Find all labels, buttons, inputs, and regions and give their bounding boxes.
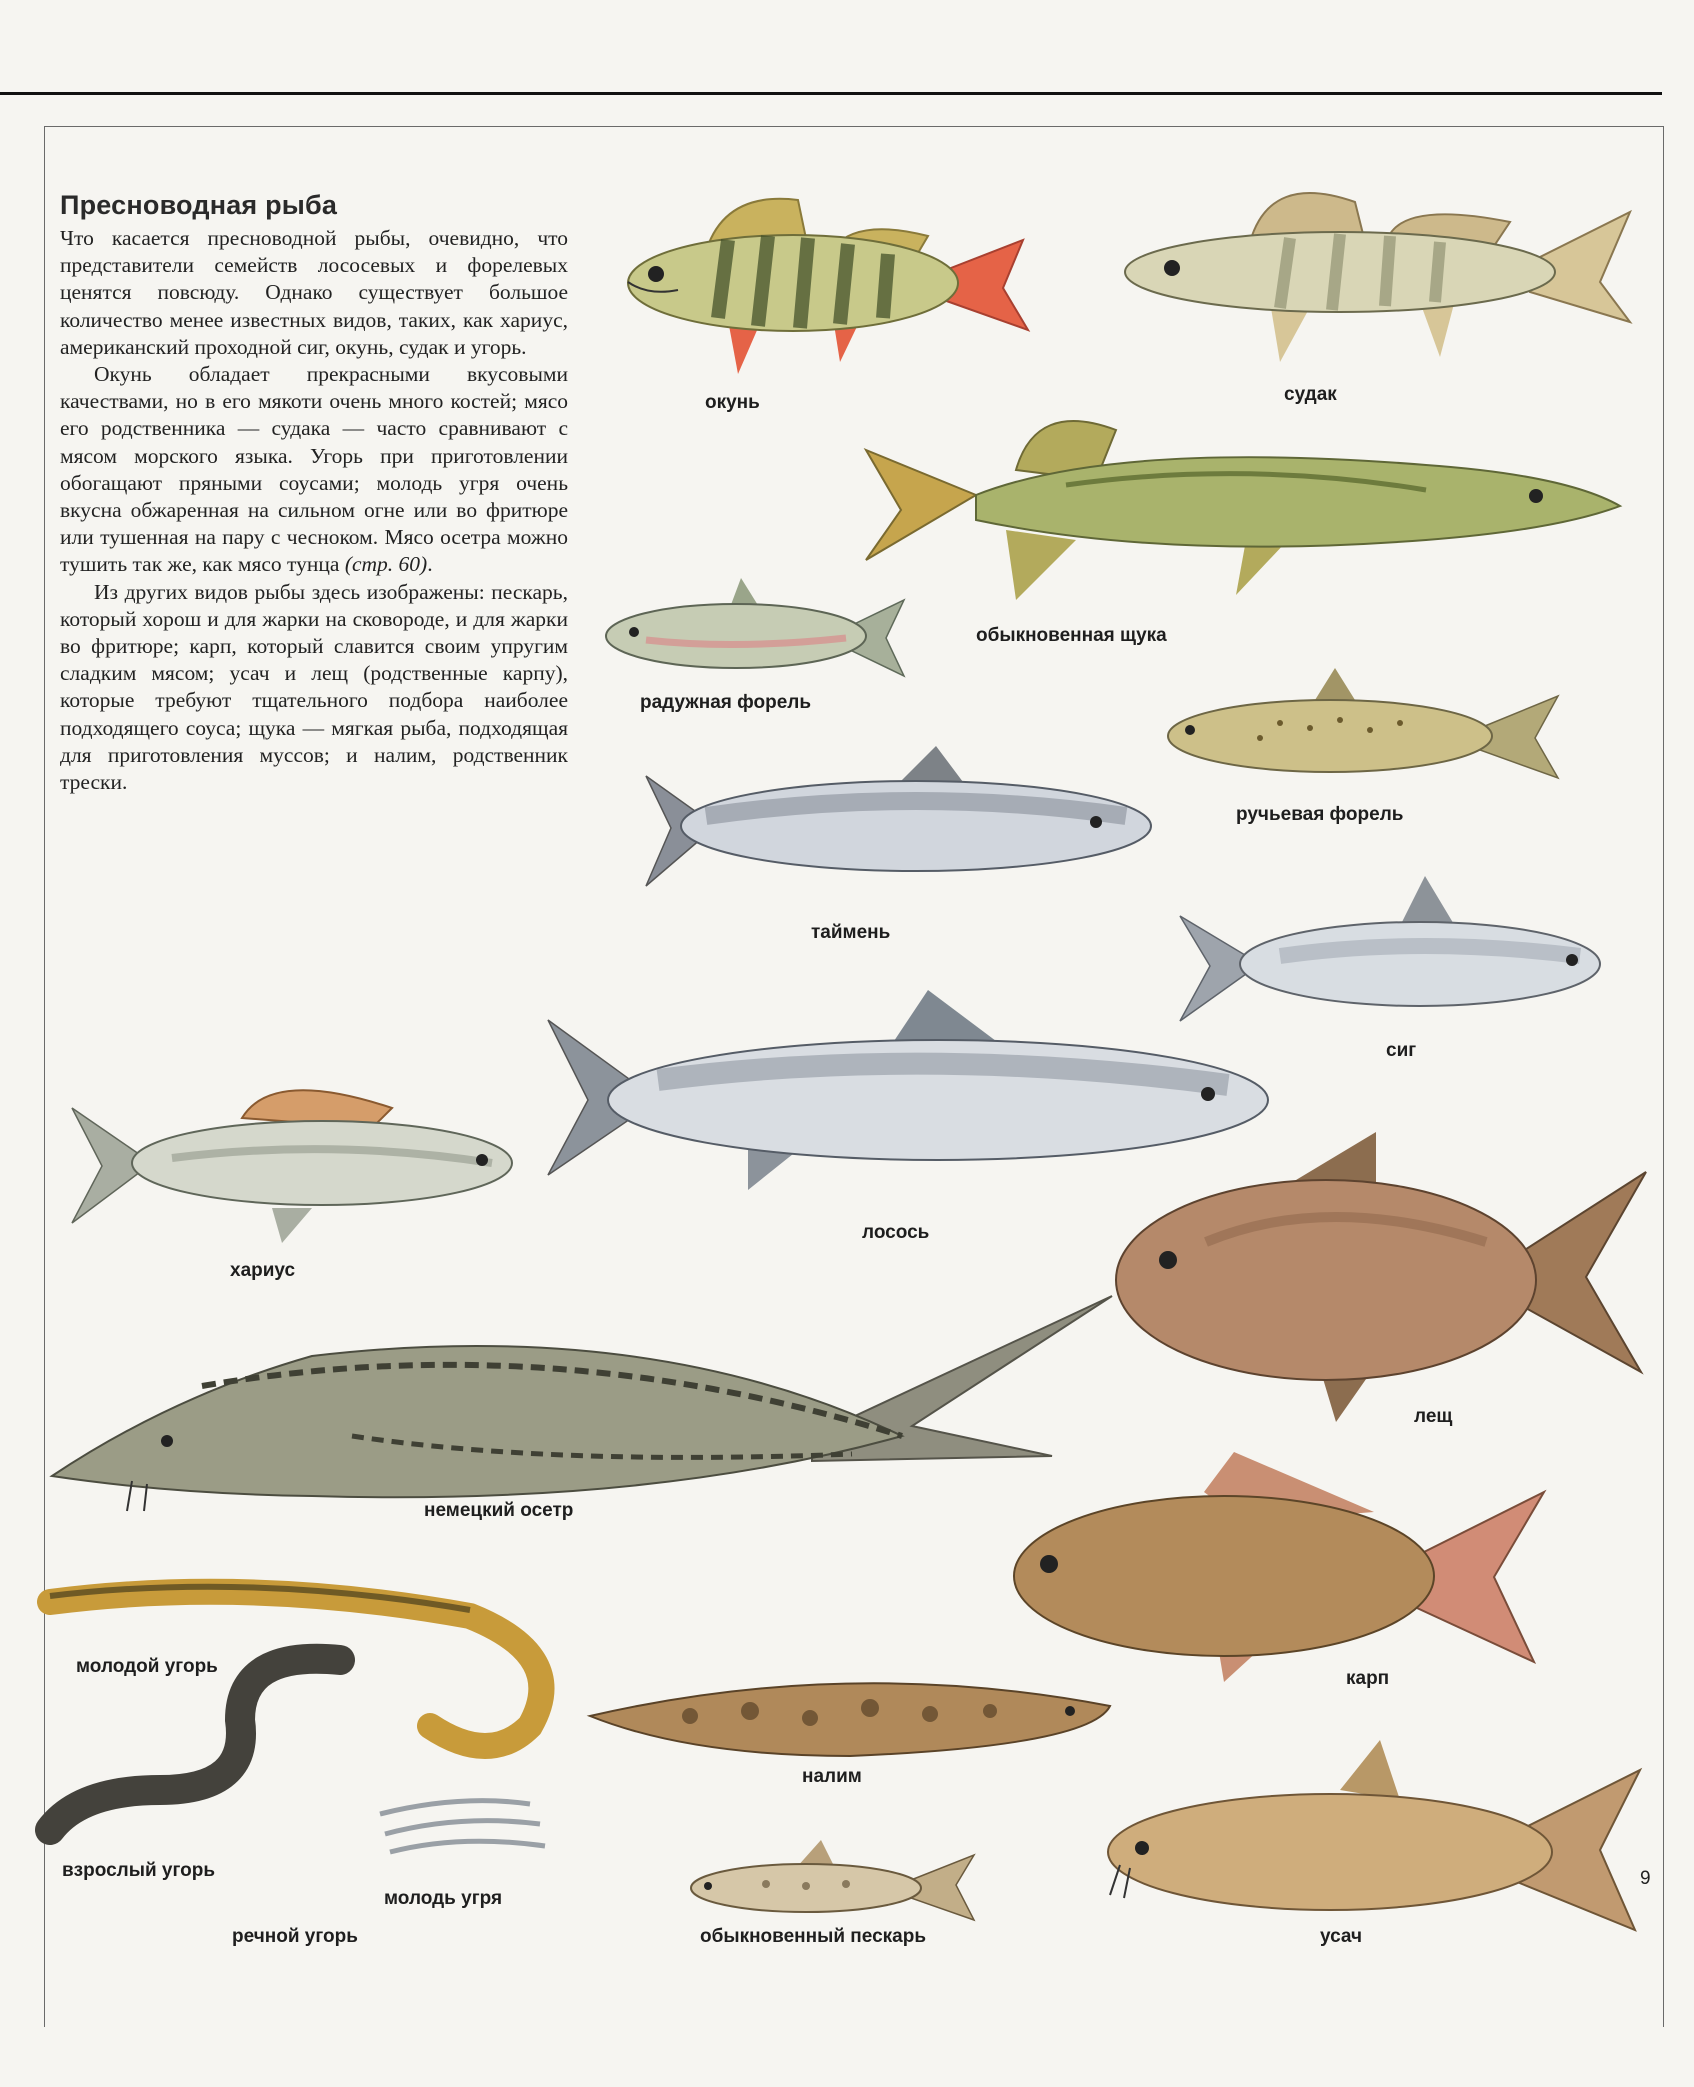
elvers-illustration	[380, 1794, 550, 1864]
pike-illustration	[866, 400, 1626, 610]
burbot-illustration	[590, 1656, 1120, 1776]
brown-trout-illustration	[1160, 668, 1560, 788]
label-bream: лещ	[1414, 1406, 1453, 1427]
adult-eel-illustration	[40, 1640, 370, 1870]
bream-illustration	[1106, 1132, 1646, 1422]
barbel-illustration	[1100, 1740, 1640, 1940]
label-carp: карп	[1346, 1668, 1390, 1689]
label-barbel: усач	[1320, 1926, 1363, 1947]
carp-illustration	[1004, 1452, 1544, 1682]
label-river-eel: речной угорь	[232, 1926, 358, 1947]
label-salmon: лосось	[862, 1222, 930, 1243]
perch-illustration	[608, 178, 1028, 378]
label-young-eel: молодой угорь	[76, 1656, 218, 1677]
paragraph-2	[60, 361, 568, 579]
grayling-illustration	[72, 1068, 522, 1248]
label-pike: обыкновенная щука	[976, 625, 1167, 646]
label-grayling: хариус	[230, 1260, 296, 1281]
label-taimen: таймень	[811, 922, 891, 943]
zander-illustration	[1110, 172, 1640, 372]
page-reference: (стр. 60)	[344, 552, 428, 577]
label-adult-eel: взрослый угорь	[62, 1860, 216, 1881]
label-burbot: налим	[802, 1766, 862, 1787]
gudgeon-illustration	[686, 1840, 976, 1925]
label-elvers: молодь угря	[384, 1888, 503, 1909]
taimen-illustration	[646, 746, 1176, 896]
label-sturgeon: немецкий осетр	[424, 1500, 574, 1521]
paragraph-2-main: Окунь обладает прекрасными вкусовыми качествами, но в его мякоти очень много костей; мясо его родственника — судака — часто сравнивают с мясом морского языка. Угорь при приготовлении обогащают пряными соусами; молодь угря очень вкусна обжаренная на сильном огне или во фритюре или тушенная на пару с чесноком. Мясо осетра можно тушить так же, как мясо тунца	[60, 362, 568, 577]
label-whitefish: сиг	[1386, 1040, 1417, 1061]
page-number: 9	[1640, 1868, 1651, 1889]
intro-text	[60, 190, 568, 796]
label-rainbow-trout: радужная форель	[640, 692, 812, 713]
section-title: Пресноводная рыба	[60, 190, 338, 220]
top-rule	[0, 92, 1662, 95]
label-perch: окунь	[705, 392, 760, 413]
rainbow-trout-illustration	[606, 578, 906, 688]
label-zander: судак	[1284, 384, 1337, 405]
label-brown-trout: ручьевая форель	[1236, 804, 1404, 825]
paragraph-1: Что касается пресноводной рыбы, очевидно, что представители семейств лососевых и форелевых ценятся повсюду. Однако существует большое количество менее известных видов, таких, как хариус, американский проходной сиг, окунь, судак и угорь.	[60, 226, 568, 359]
label-gudgeon: обыкновенный пескарь	[700, 1926, 927, 1947]
paragraph-2-end: .	[427, 552, 433, 577]
sturgeon-illustration	[52, 1296, 1122, 1526]
paragraph-3: Из других видов рыбы здесь изображены: пескарь, который хорош и для жарки на сковороде, и для жарки во фритюре; карп, который славится своим упругим сладким мясом; усач и лещ (родственные карпу), которые требуют тщательного подбора наиболее подходящего соуса; щука — мягкая рыба, подходящая для приготовления муссов; и налим, родственник трески.	[60, 579, 568, 795]
